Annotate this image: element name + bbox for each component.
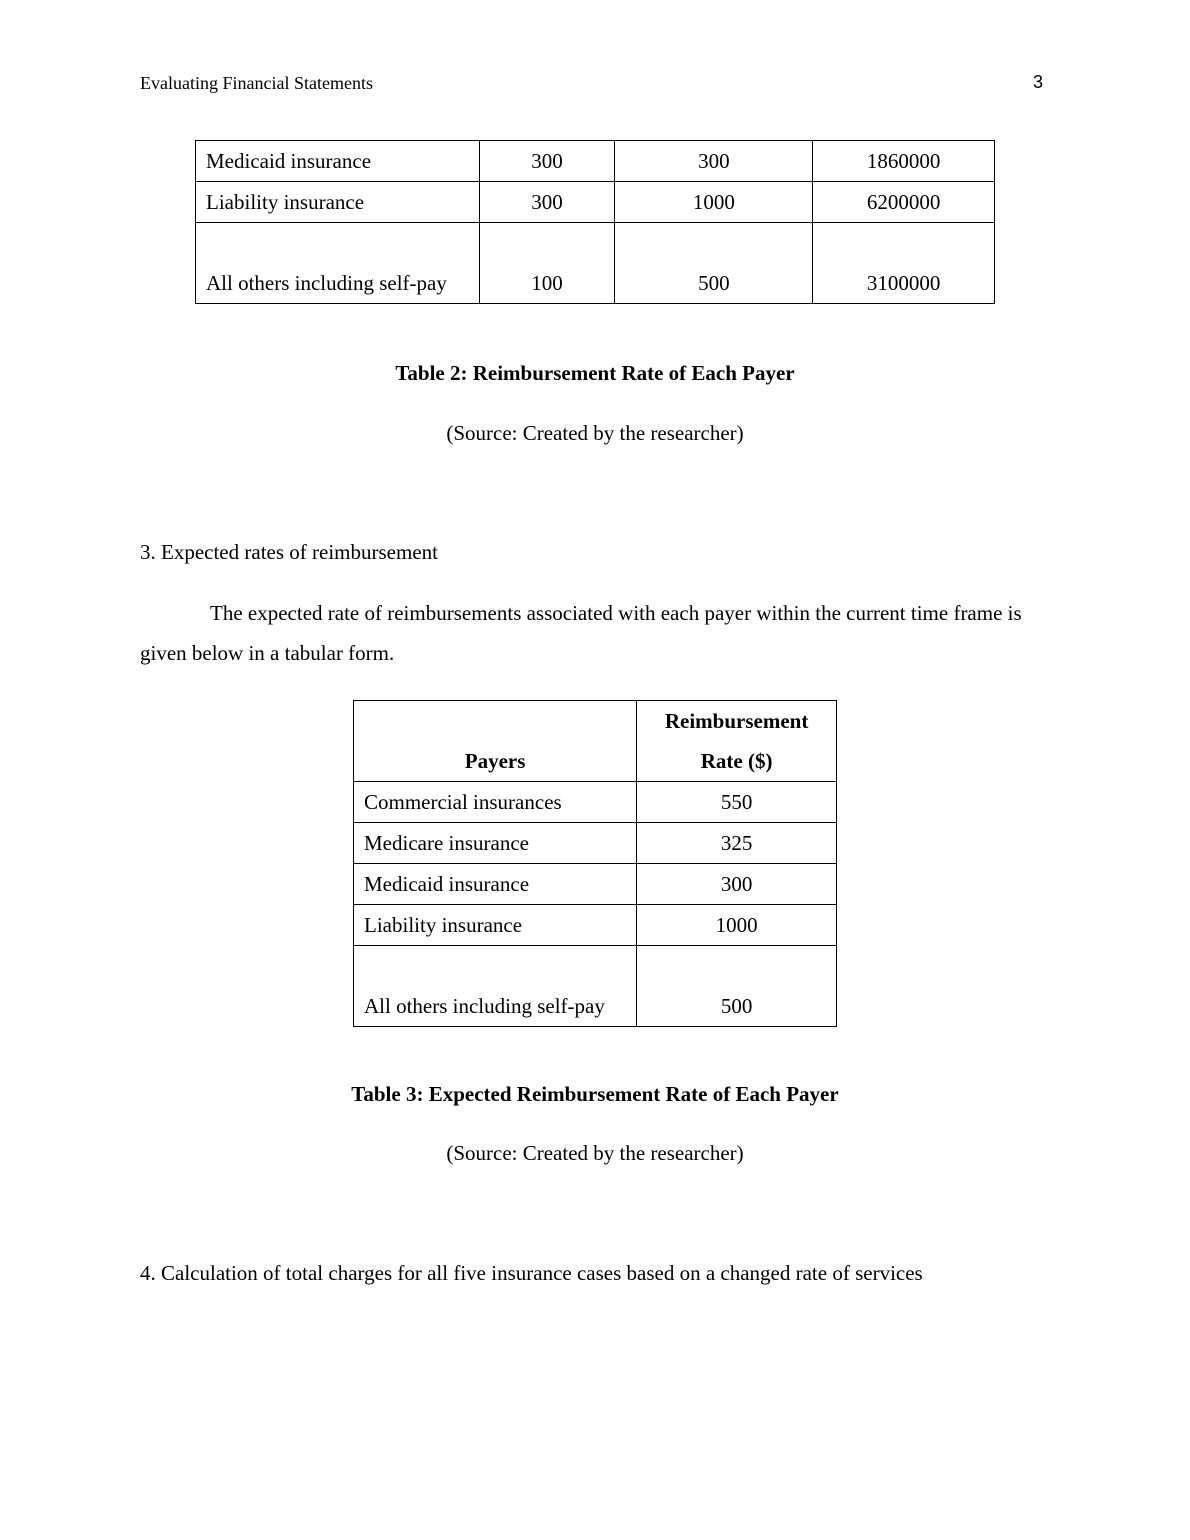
table-cell: Liability insurance <box>196 182 480 223</box>
table-row <box>354 905 837 946</box>
table-cell: 300 <box>479 182 615 223</box>
table-cell: 300 <box>615 141 813 182</box>
running-header-title: Evaluating Financial Statements <box>140 73 373 93</box>
section-4-heading: 4. Calculation of total charges for all five insurance cases based on a changed rate of services <box>140 1261 923 1285</box>
table-row <box>354 823 837 864</box>
table-cell: 325 <box>637 823 837 864</box>
table-cell: Medicaid insurance <box>196 141 480 182</box>
table-cell: 6200000 <box>813 182 995 223</box>
section-3-paragraph: The expected rate of reimbursements associated with each payer within the current time frame is given below in a tabular form. <box>140 601 1022 665</box>
section-3-heading: 3. Expected rates of reimbursement <box>140 540 438 564</box>
table-cell: Medicaid insurance <box>354 864 637 905</box>
table-cell: 100 <box>479 223 615 304</box>
table-cell: 500 <box>637 946 837 1027</box>
reimbursement-rate-table <box>353 700 837 1027</box>
table-cell: 1860000 <box>813 141 995 182</box>
column-header: Reimbursement Rate ($) <box>637 701 837 782</box>
table-row <box>354 946 837 1027</box>
table-row <box>354 864 837 905</box>
table-cell: 500 <box>615 223 813 304</box>
table-3-source: (Source: Created by the researcher) <box>446 1141 744 1165</box>
table-row <box>196 223 995 304</box>
table-2-caption: Table 2: Reimbursement Rate of Each Payer <box>395 361 795 385</box>
table-cell: Medicare insurance <box>354 823 637 864</box>
table-cell: 1000 <box>615 182 813 223</box>
table-row <box>196 182 995 223</box>
table-cell: 3100000 <box>813 223 995 304</box>
table-cell: 300 <box>479 141 615 182</box>
table-row <box>354 782 837 823</box>
table-cell: 300 <box>637 864 837 905</box>
table-row <box>196 141 995 182</box>
column-header: Payers <box>354 701 637 782</box>
table-cell: All others including self-pay <box>196 223 480 304</box>
table-3-caption: Table 3: Expected Reimbursement Rate of Each Payer <box>351 1082 839 1106</box>
table-cell: All others including self-pay <box>354 946 637 1027</box>
table-cell: Liability insurance <box>354 905 637 946</box>
table-cell: Commercial insurances <box>354 782 637 823</box>
page-number: 3 <box>1033 72 1044 92</box>
payer-charges-table <box>195 140 995 304</box>
table-cell: 550 <box>637 782 837 823</box>
table-cell: 1000 <box>637 905 837 946</box>
table-2-source: (Source: Created by the researcher) <box>446 421 744 445</box>
table-header-row <box>354 701 837 782</box>
